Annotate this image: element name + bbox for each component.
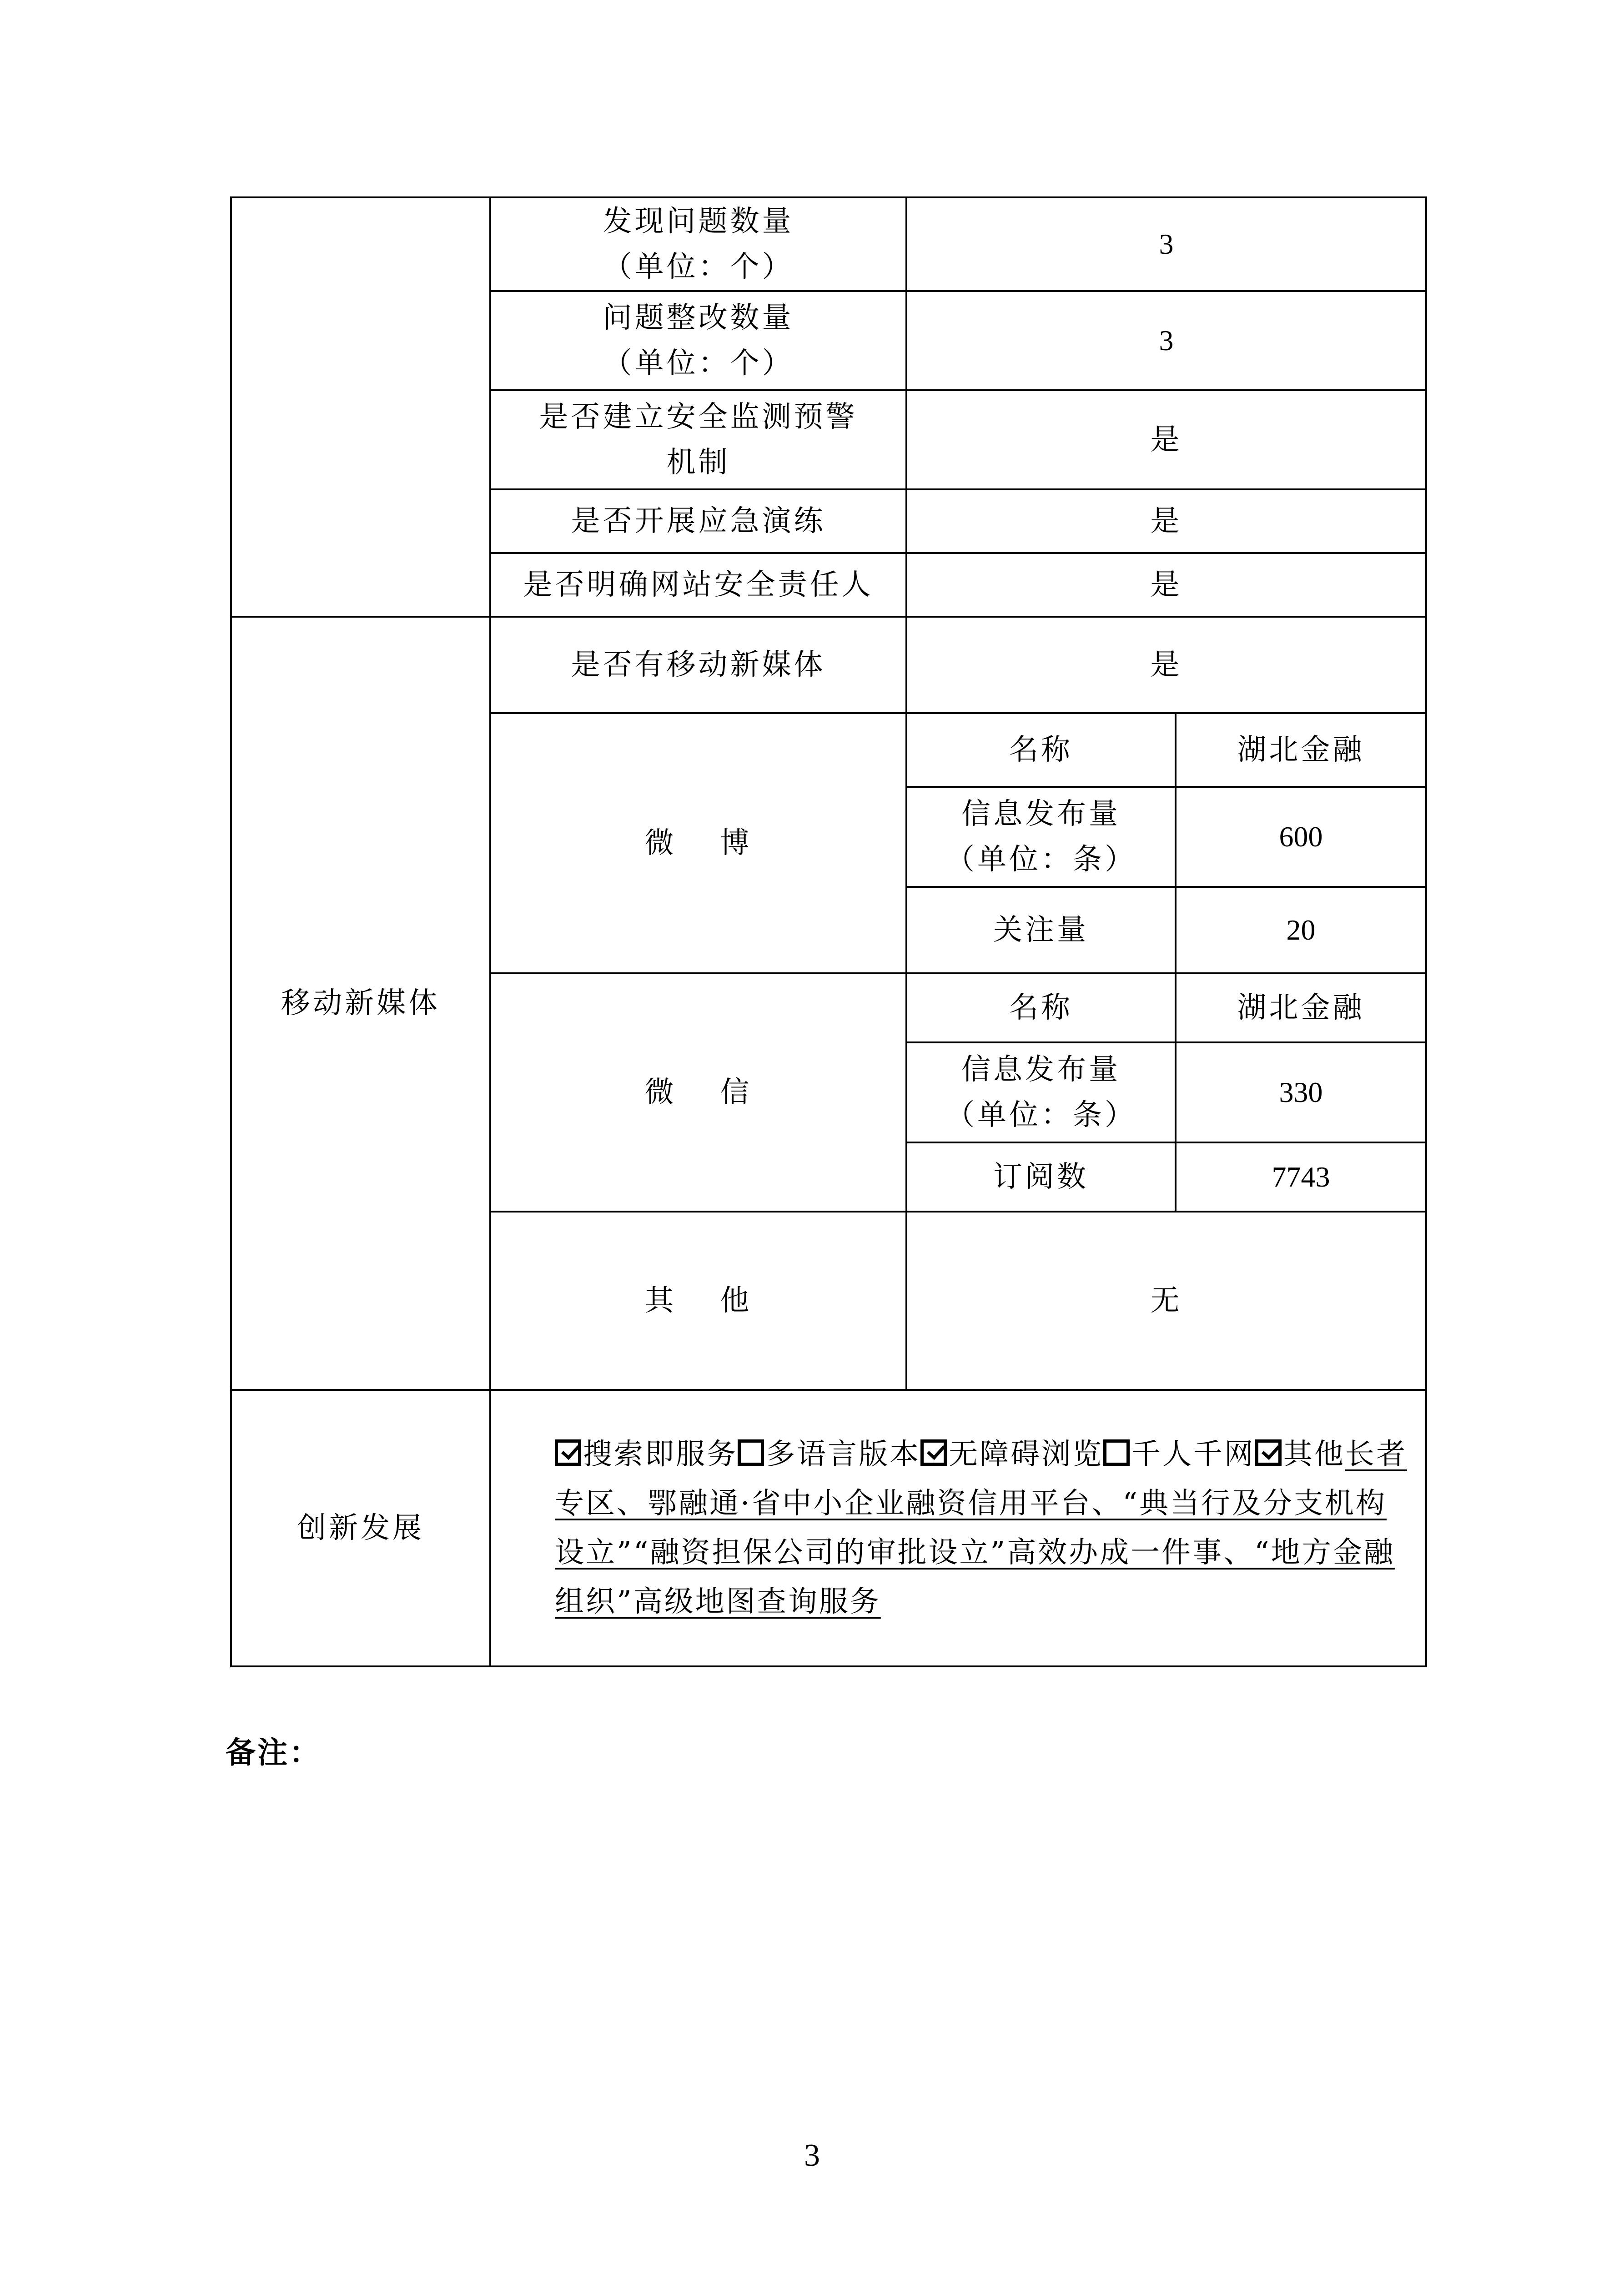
- innovation-options-cell: [490, 1390, 1426, 1666]
- has-mobile-label: 是否有移动新媒体: [490, 617, 906, 713]
- weibo-label-char1: 微: [644, 826, 677, 860]
- monitoring-label: [490, 390, 906, 489]
- responsible-value: 是: [906, 553, 1426, 617]
- checked-box-icon[interactable]: [920, 1439, 947, 1466]
- innovation-option: [555, 1438, 738, 1471]
- innovation-option: [1103, 1438, 1255, 1471]
- weixin-name-value: 湖北金融: [1176, 973, 1426, 1042]
- monitoring-value: 是: [906, 390, 1426, 489]
- weixin-label-char1: 微: [644, 1076, 677, 1109]
- weibo-label-char2: 博: [720, 826, 752, 860]
- problems-fixed-label: [490, 291, 906, 390]
- innovation-option: [920, 1438, 1103, 1471]
- drill-value: 是: [906, 489, 1426, 553]
- unchecked-box-icon[interactable]: [738, 1439, 764, 1466]
- row-innovation: [231, 1390, 1426, 1666]
- checked-box-icon[interactable]: [555, 1439, 581, 1466]
- row-problems-found: [231, 197, 1426, 291]
- weixin-posts-value: 330: [1176, 1042, 1426, 1142]
- innovation-option: [738, 1438, 920, 1471]
- row-has-mobile: [231, 617, 1426, 713]
- other-label-char2: 他: [720, 1284, 752, 1318]
- weibo-followers-label: 关注量: [906, 887, 1176, 973]
- weixin-posts-label-line1: 信息发布量: [961, 1053, 1121, 1087]
- weibo-posts-value: 600: [1176, 787, 1426, 887]
- drill-label: 是否开展应急演练: [490, 489, 906, 553]
- innovation-option-label: 搜索即服务: [583, 1438, 738, 1471]
- innovation-option-label: 千人千网: [1131, 1438, 1255, 1471]
- weibo-label: [490, 713, 906, 973]
- innovation-option-label: 其他: [1283, 1438, 1345, 1471]
- innovation-option-label: 多语言版本: [766, 1438, 920, 1471]
- page-number: 3: [804, 2138, 820, 2173]
- problems-found-label-line1: 发现问题数量: [603, 205, 794, 238]
- weixin-subscribers-label: 订阅数: [906, 1142, 1176, 1212]
- problems-found-label: [490, 197, 906, 291]
- monitoring-label-line1: 是否建立安全监测预警: [539, 400, 858, 434]
- weibo-followers-value: 20: [1176, 887, 1426, 973]
- innovation-option: [1255, 1438, 1345, 1471]
- security-section-cell: [231, 197, 490, 617]
- has-mobile-value: 是: [906, 617, 1426, 713]
- problems-fixed-value: 3: [906, 291, 1426, 390]
- weibo-posts-label: [906, 787, 1176, 887]
- weixin-label: [490, 973, 906, 1212]
- other-label-char1: 其: [644, 1284, 677, 1318]
- other-value: 无: [906, 1212, 1426, 1390]
- problems-fixed-label-line2: （单位：个）: [603, 347, 794, 380]
- innovation-section-label: 创新发展: [231, 1390, 490, 1666]
- unchecked-box-icon[interactable]: [1103, 1439, 1130, 1466]
- weibo-name-value: 湖北金融: [1176, 713, 1426, 787]
- innovation-options: [555, 1438, 1345, 1471]
- weixin-posts-label-line2: （单位：条）: [945, 1098, 1136, 1132]
- weixin-subscribers-value: 7743: [1176, 1142, 1426, 1212]
- monitoring-label-line2: 机制: [666, 446, 730, 479]
- weibo-name-label: 名称: [906, 713, 1176, 787]
- problems-found-value: 3: [906, 197, 1426, 291]
- innovation-option-label: 无障碍浏览: [949, 1438, 1103, 1471]
- weixin-label-char2: 信: [720, 1076, 752, 1109]
- weixin-posts-label: [906, 1042, 1176, 1142]
- responsible-label: 是否明确网站安全责任人: [490, 553, 906, 617]
- problems-fixed-label-line1: 问题整改数量: [603, 301, 794, 335]
- weibo-posts-label-line2: （单位：条）: [945, 843, 1136, 876]
- report-table: [230, 196, 1427, 1667]
- other-label: [490, 1212, 906, 1390]
- innovation-other-text: 长者专区、鄂融通·省中小企业融资信用平台、“典当行及分支机构设立”“融资担保公司的审批设立”高效办成一件事、“地方金融组织”高级地图查询服务: [555, 1438, 1407, 1619]
- weibo-posts-label-line1: 信息发布量: [961, 797, 1121, 831]
- weixin-name-label: 名称: [906, 973, 1176, 1042]
- problems-found-label-line2: （单位：个）: [603, 250, 794, 284]
- mobile-section-label: 移动新媒体: [231, 617, 490, 1390]
- checked-box-icon[interactable]: [1255, 1439, 1282, 1466]
- remarks-label: 备注：: [226, 1735, 321, 1770]
